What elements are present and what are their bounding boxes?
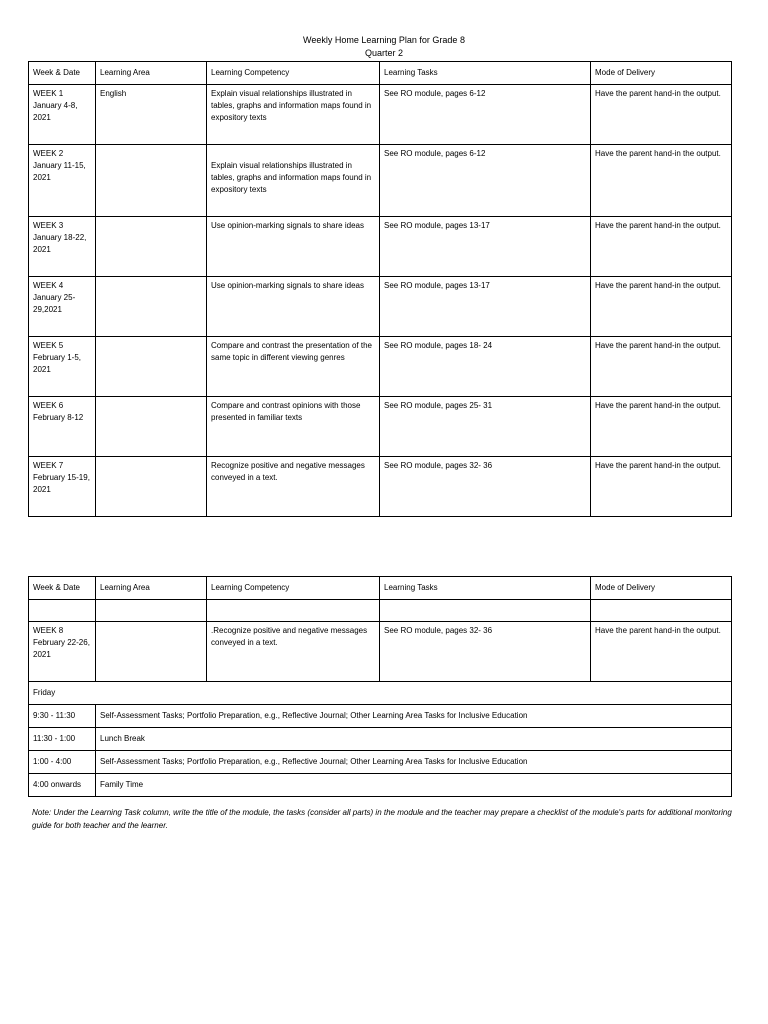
page-subtitle: Quarter 2 xyxy=(364,48,404,58)
footnote: Note: Under the Learning Task column, write the title of the module, the tasks (consider all parts) in the module and the teacher may prepare a checklist of the module's parts for additional monitoring guide for both teacher and the learner. xyxy=(32,808,732,830)
week-label: WEEK 6 xyxy=(33,401,64,410)
schedule-row xyxy=(29,774,732,797)
schedule-time: 4:00 onwards xyxy=(29,774,96,797)
week-date-cell xyxy=(29,217,96,277)
schedule-activity: Lunch Break xyxy=(96,728,732,751)
tasks-cell: See RO module, pages 18- 24 xyxy=(380,337,591,397)
week-label: WEEK 3 xyxy=(33,221,64,230)
week-label: WEEK 4 xyxy=(33,281,64,290)
table-row xyxy=(29,337,732,397)
schedule-time: 1:00 - 4:00 xyxy=(29,751,96,774)
week-date-cell xyxy=(29,337,96,397)
schedule-time: 11:30 - 1:00 xyxy=(29,728,96,751)
week-label: WEEK 1 xyxy=(33,89,64,98)
col-learning-area: Learning Area xyxy=(96,577,207,600)
table-row xyxy=(29,622,732,682)
learning-plan-table xyxy=(28,61,732,517)
competency-cell: Explain visual relationships illustrated in tables, graphs and information maps found in expository texts xyxy=(207,145,380,217)
learning-plan-table-continued xyxy=(28,576,732,797)
learning-area-cell xyxy=(96,217,207,277)
week-date: February 1-5, 2021 xyxy=(33,353,82,374)
mode-cell: Have the parent hand-in the output. xyxy=(591,397,732,457)
competency-cell: Use opinion-marking signals to share ideas xyxy=(207,217,380,277)
week-date: January 11-15, 2021 xyxy=(33,161,86,182)
learning-area-cell xyxy=(96,397,207,457)
learning-area-cell xyxy=(96,337,207,397)
week-date: February 8-12 xyxy=(33,413,84,422)
mode-cell: Have the parent hand-in the output. xyxy=(591,457,732,517)
tasks-cell: See RO module, pages 6-12 xyxy=(380,145,591,217)
col-learning-competency: Learning Competency xyxy=(207,62,380,85)
week-date-cell xyxy=(29,397,96,457)
week-label: WEEK 7 xyxy=(33,461,64,470)
col-learning-competency: Learning Competency xyxy=(207,577,380,600)
friday-label: Friday xyxy=(29,682,732,705)
tasks-cell: See RO module, pages 13-17 xyxy=(380,277,591,337)
mode-cell: Have the parent hand-in the output. xyxy=(591,337,732,397)
week-label: WEEK 5 xyxy=(33,341,64,350)
competency-cell: Recognize positive and negative messages conveyed in a text. xyxy=(207,457,380,517)
week-date-cell xyxy=(29,277,96,337)
page-title: Weekly Home Learning Plan for Grade 8 xyxy=(303,35,465,45)
week-date: January 4-8, 2021 xyxy=(33,101,78,122)
schedule-row xyxy=(29,751,732,774)
week-date-cell xyxy=(29,457,96,517)
col-week-date: Week & Date xyxy=(29,577,96,600)
friday-row xyxy=(29,682,732,705)
week-label: WEEK 2 xyxy=(33,149,64,158)
col-mode-of-delivery: Mode of Delivery xyxy=(591,577,732,600)
competency-cell: Use opinion-marking signals to share ideas xyxy=(207,277,380,337)
schedule-activity: Self-Assessment Tasks; Portfolio Preparation, e.g., Reflective Journal; Other Learning Area Tasks for Inclusive Education xyxy=(96,751,732,774)
mode-cell: Have the parent hand-in the output. xyxy=(591,622,732,682)
schedule-row xyxy=(29,705,732,728)
week-date: January 25-29,2021 xyxy=(33,293,76,314)
week-label: WEEK 8 xyxy=(33,626,64,635)
schedule-time: 9:30 - 11:30 xyxy=(29,705,96,728)
table-header-row xyxy=(29,62,732,85)
week-date-cell xyxy=(29,85,96,145)
col-mode-of-delivery: Mode of Delivery xyxy=(591,62,732,85)
col-learning-tasks: Learning Tasks xyxy=(380,62,591,85)
tasks-cell: See RO module, pages 6-12 xyxy=(380,85,591,145)
table-row xyxy=(29,277,732,337)
week-date: February 22-26, 2021 xyxy=(33,638,90,659)
competency-cell: Explain visual relationships illustrated in tables, graphs and information maps found in expository texts xyxy=(207,85,380,145)
col-week-date: Week & Date xyxy=(29,62,96,85)
tasks-cell: See RO module, pages 32- 36 xyxy=(380,457,591,517)
table-row xyxy=(29,217,732,277)
mode-cell: Have the parent hand-in the output. xyxy=(591,217,732,277)
schedule-row xyxy=(29,728,732,751)
mode-cell: Have the parent hand-in the output. xyxy=(591,85,732,145)
col-learning-tasks: Learning Tasks xyxy=(380,577,591,600)
empty-row xyxy=(29,600,732,622)
schedule-activity: Self-Assessment Tasks; Portfolio Preparation, e.g., Reflective Journal; Other Learning Area Tasks for Inclusive Education xyxy=(96,705,732,728)
week-date-cell xyxy=(29,622,96,682)
learning-area-cell xyxy=(96,622,207,682)
week-date: February 15-19, 2021 xyxy=(33,473,90,494)
col-learning-area: Learning Area xyxy=(96,62,207,85)
table-row xyxy=(29,457,732,517)
table-row xyxy=(29,145,732,217)
competency-cell: Compare and contrast opinions with those presented in familiar texts xyxy=(207,397,380,457)
tasks-cell: See RO module, pages 32- 36 xyxy=(380,622,591,682)
table-row xyxy=(29,397,732,457)
tasks-cell: See RO module, pages 25- 31 xyxy=(380,397,591,457)
competency-cell: Compare and contrast the presentation of the same topic in different viewing genres xyxy=(207,337,380,397)
learning-area-cell xyxy=(96,457,207,517)
learning-area-cell: English xyxy=(96,85,207,145)
mode-cell: Have the parent hand-in the output. xyxy=(591,277,732,337)
learning-area-cell xyxy=(96,277,207,337)
schedule-activity: Family Time xyxy=(96,774,732,797)
competency-cell: .Recognize positive and negative messages conveyed in a text. xyxy=(207,622,380,682)
table-row xyxy=(29,85,732,145)
learning-area-cell xyxy=(96,145,207,217)
week-date: January 18-22, 2021 xyxy=(33,233,87,254)
mode-cell: Have the parent hand-in the output. xyxy=(591,145,732,217)
tasks-cell: See RO module, pages 13-17 xyxy=(380,217,591,277)
week-date-cell xyxy=(29,145,96,217)
table-header-row xyxy=(29,577,732,600)
